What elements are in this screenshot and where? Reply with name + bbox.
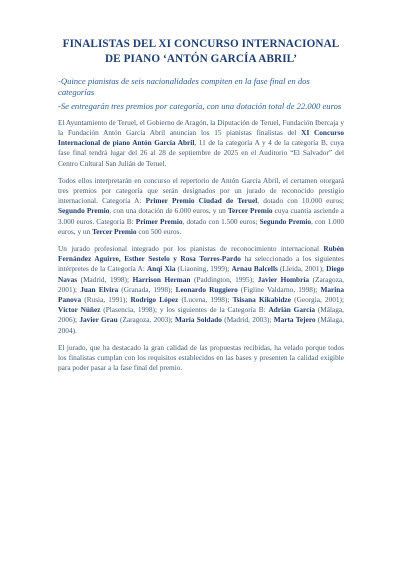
bold-text: Javier Hombría [257, 274, 310, 284]
subtitle-1: -Quince pianistas de seis nacionalidades compiten en la fase final en dos categorías [58, 76, 310, 97]
bold-text: Arnau Balcells [231, 264, 278, 274]
text-run: ha seleccionado a los siguientes intérpretes de la Categoría A: [58, 254, 344, 274]
text-run: Un jurado profesional integrado por los pianistas de reconocimiento internacional [58, 244, 324, 254]
body-paragraph-2 [58, 176, 344, 237]
title-line-2: DE PIANO ‘ANTÓN GARCÍA ABRIL’ [104, 53, 298, 65]
body-paragraph-4 [58, 343, 344, 374]
text-run: (Lleida, 2001); [277, 264, 327, 274]
bold-text: Leonardo Ruggiero [175, 284, 238, 294]
bold-text: Harrison Herman [132, 274, 191, 284]
bold-text: Anqi Xia [146, 264, 176, 274]
text-run: (Madrid, 1998); [77, 274, 133, 284]
text-run: , con 1.000 euros, y un [58, 216, 344, 236]
bold-text: Adrián García [268, 305, 315, 315]
text-run: (Figline Valdarno, 1998); [237, 284, 321, 294]
text-run: (Madrid, 2003); [221, 315, 274, 325]
document-title [58, 37, 344, 67]
text-run: , dotado con 1.500 euros; [182, 216, 260, 226]
bold-text: Segundo Premio [259, 216, 311, 226]
text-run: (Plasencia, 1998); y los siguientes de la Categoría B: [100, 305, 269, 315]
text-run: (Zaragoza, 2003); [117, 315, 176, 325]
text-run: (Paddington, 1995); [190, 274, 258, 284]
bold-text: Tsisana Kikabidze [232, 295, 292, 305]
text-run: (Granada, 1998); [118, 284, 176, 294]
bold-text: Primer Premio Ciudad de Teruel [145, 196, 258, 206]
body-paragraph-3 [58, 244, 344, 336]
text-run: (Lucena, 1998); [178, 295, 233, 305]
text-run: (Liaoning, 1999); [175, 264, 232, 274]
text-run: (Málaga, 2006); [58, 305, 344, 325]
subtitle-2: -Se entregarán tres premios por categoría, con una dotación total de 22.000 euros [58, 101, 342, 112]
text-run: , dotado con 10.000 euros; [257, 196, 344, 206]
bold-text: Marta Tejero [273, 315, 316, 325]
title-line-1: FINALISTAS DEL XI CONCURSO INTERNACIONAL [62, 38, 340, 50]
bold-text: Rodrigo López [130, 295, 179, 305]
text-run: , 11 de la categoría A y 4 de la categoría B, cuya fase final tendrá lugar del 26 al 28 de septiembre de 2025 en el Auditorio “El Salvador” del Centro Cultural San Julián de Teruel. [58, 138, 344, 168]
bold-text: Tercer Premio [92, 226, 137, 236]
text-run: El jurado, que ha destacado la gran calidad de las propuestas recibidas, ha velado porque todos los finalistas cumplan con los requisitos establecidos en las bases y presenten la calidad exigible para poder pasar a la fase final del premio. [58, 342, 344, 373]
bold-text: Javier Grau [79, 315, 118, 325]
text-run: Todos ellos interpretarán en concurso el repertorio de Antón García Abril, el certamen otorgará tres premios por categoría que serán designados por un jurado de reconocido prestigio internacional. Categoría A: [58, 175, 344, 206]
body-text [58, 118, 344, 374]
text-run: , con una dotación de 6.000 euros, y un [109, 206, 228, 216]
text-run: El Ayuntamiento de Teruel, el Gobierno de Aragón, la Diputación de Teruel, Fundación Ibercaja y la Fundación Antón García Abril anuncian los 15 pianistas finalistas del [58, 117, 344, 137]
bold-text: Diego Navas [58, 264, 345, 284]
bold-text: Marina Panova [58, 284, 344, 305]
bold-text: Primer Premio [135, 216, 183, 226]
bold-text: Juan Elvira [80, 284, 119, 294]
bold-text: XI Concurso Internacional de piano Antón García Abril [58, 127, 344, 148]
bold-text: Segundo Premio [58, 206, 110, 216]
text-run: con 500 euros. [136, 226, 182, 236]
text-run: (Zaragoza, 2001); [58, 274, 344, 294]
bold-text: Víctor Núñez [58, 305, 101, 315]
text-run: (Málaga, 2004). [58, 315, 345, 335]
bold-text: María Soldado [175, 315, 222, 325]
text-run: (Georgia, 2001); [291, 295, 345, 305]
text-run: cuya cuantía asciende a 3.000 euros. Categoría B: [58, 206, 344, 226]
body-paragraph-1 [58, 118, 344, 169]
text-run: (Rusia, 1991); [81, 295, 131, 305]
bold-text: Rubén Fernández Aguirre, Esther Sestelo y Rosa Torres-Pardo [58, 244, 344, 264]
bold-text: Tercer Premio [227, 206, 273, 216]
